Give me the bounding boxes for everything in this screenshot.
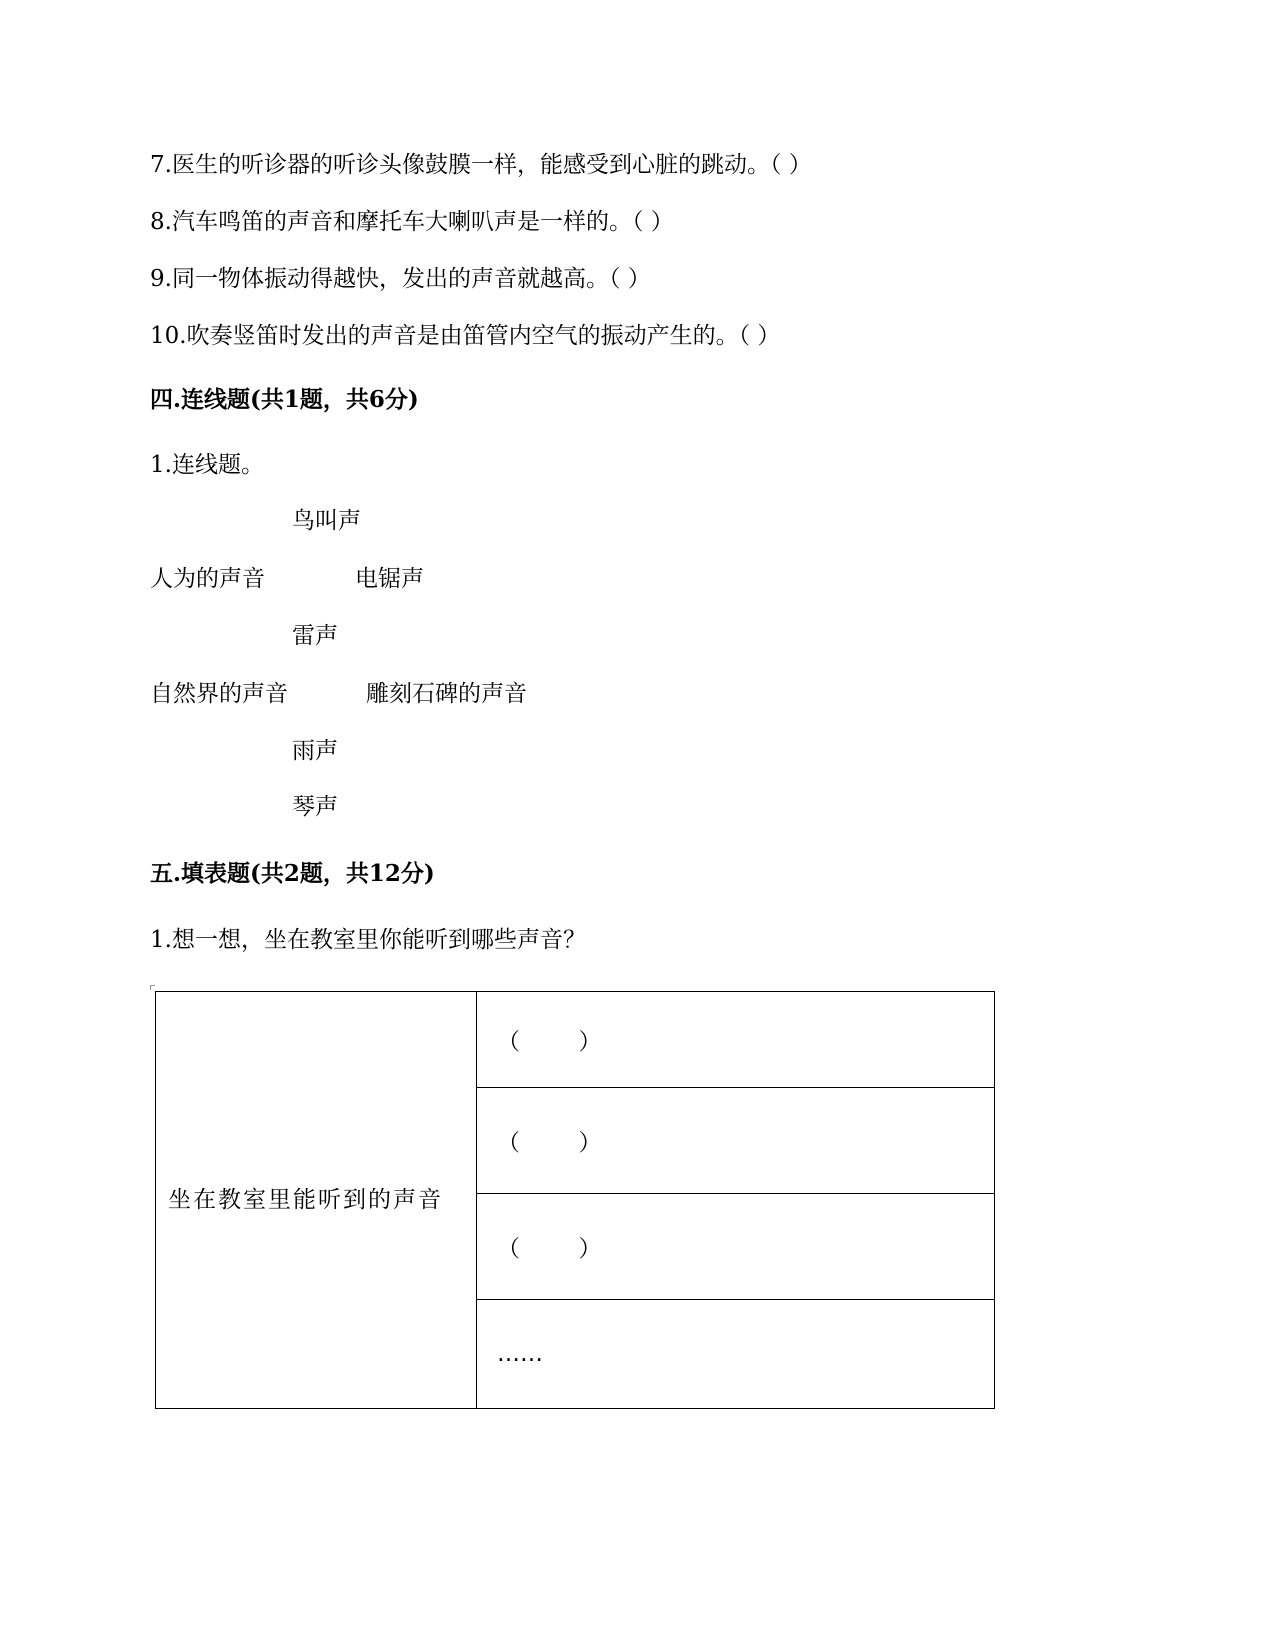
section-five-question: 1.想一想，坐在教室里你能听到哪些声音？ [150,927,586,953]
judgment-item-10: 10.吹奏竖笛时发出的声音是由笛管内空气的振动产生的。（ ） [150,323,781,349]
section-four-question: 1.连线题。 [150,452,264,478]
judgment-item-8: 8.汽车鸣笛的声音和摩托车大喇叭声是一样的。（ ） [150,209,674,235]
table-ellipsis-cell: …… [477,1300,995,1409]
match-left-item-2: 自然界的声音 [150,681,288,707]
judgment-item-9: 9.同一物体振动得越快，发出的声音就越高。（ ） [150,266,651,292]
table-label-cell: 坐在教室里能听到的声音 [156,992,477,1409]
table-blank-2[interactable]: （ ） [477,1088,995,1194]
section-five-heading: 五.填表题(共2题，共12分) [150,860,435,887]
match-left-item-1: 人为的声音 [150,566,265,592]
match-right-item-1: 鸟叫声 [292,508,361,534]
table-blank-1[interactable]: （ ） [477,992,995,1088]
sounds-table [155,991,995,1409]
match-right-item-4: 雕刻石碑的声音 [366,681,527,707]
table-anchor-mark [150,985,155,990]
match-right-item-3: 雷声 [292,623,338,649]
table-blank-3[interactable]: （ ） [477,1194,995,1300]
match-right-item-6: 琴声 [292,794,338,820]
section-four-heading: 四.连线题(共1题，共6分) [150,386,419,413]
judgment-item-7: 7.医生的听诊器的听诊头像鼓膜一样，能感受到心脏的跳动。（ ） [150,152,812,178]
match-right-item-5: 雨声 [292,738,338,764]
match-right-item-2: 电锯声 [355,566,424,592]
